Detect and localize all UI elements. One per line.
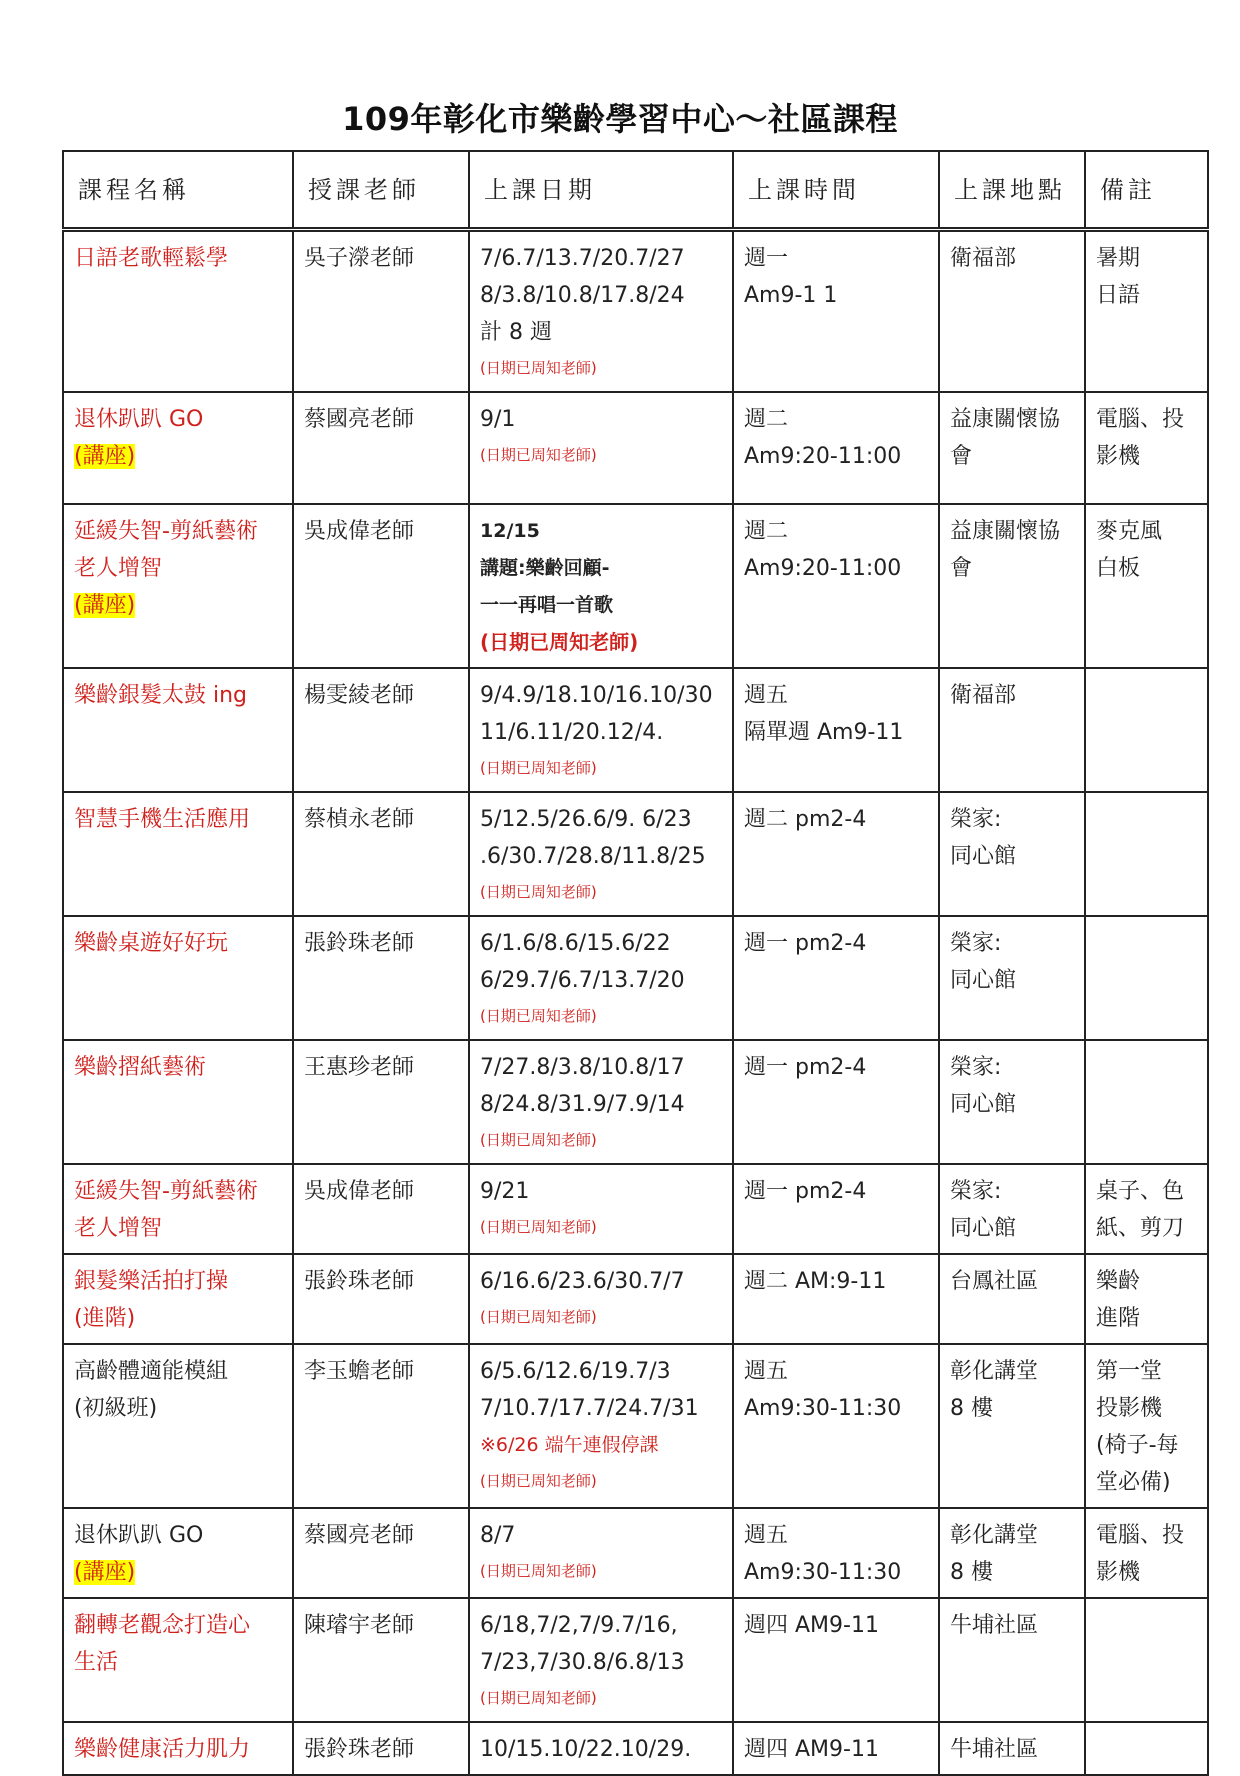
cell-line: 同心館	[950, 967, 1017, 993]
cell-line: 老人增智	[74, 555, 163, 581]
cell-line: 白板	[1096, 555, 1141, 581]
lecture-tag-highlight: (講座)	[74, 1559, 136, 1585]
notice-text: (日期已周知老師)	[480, 629, 639, 654]
cell-line: 同心館	[950, 843, 1017, 869]
lecture-tag-highlight: (講座)	[74, 592, 136, 618]
cell-time	[733, 916, 939, 1040]
cell-line: 桌子、色	[1096, 1178, 1185, 1204]
cell-line: 12/15	[480, 519, 540, 542]
notice-text: (日期已周知老師)	[480, 445, 597, 464]
cell-time	[733, 504, 939, 668]
lecture-tag	[74, 438, 284, 475]
cell-line: 衛福部	[950, 682, 1017, 708]
cell-teacher: 吳成偉老師	[293, 1164, 469, 1254]
cell-line: 高齡體適能模組	[74, 1358, 229, 1384]
holiday-note: ※6/26 端午連假停課	[480, 1433, 659, 1456]
cell-teacher: 李玉蟾老師	[293, 1344, 469, 1508]
table-row	[63, 1164, 1208, 1254]
cell-line: 講題:樂齡回顧-	[480, 556, 610, 579]
cell-course-name	[63, 668, 293, 792]
cell-course-name	[63, 916, 293, 1040]
cell-remarks	[1085, 504, 1208, 668]
cell-line: 計 8 週	[480, 319, 552, 345]
cell-line: 樂齡銀髮太鼓 ing	[74, 682, 248, 708]
cell-time	[733, 1508, 939, 1598]
cell-time	[733, 1598, 939, 1722]
table-row	[63, 504, 1208, 668]
cell-remarks	[1085, 668, 1208, 792]
notice-text: (日期已周知老師)	[480, 882, 597, 901]
cell-line: 第一堂	[1096, 1358, 1163, 1384]
header-course-name: 課程名稱	[63, 151, 293, 229]
cell-line: 隔單週 Am9-11	[744, 719, 904, 745]
cell-remarks	[1085, 1254, 1208, 1344]
cell-line: 週二 pm2-4	[744, 806, 867, 832]
cell-line: 衛福部	[950, 245, 1017, 271]
cell-line: 週五	[744, 1358, 789, 1384]
page-title: 109年彰化市樂齡學習中心～社區課程	[342, 100, 898, 138]
cell-line: (椅子-每	[1096, 1432, 1179, 1458]
cell-line: 6/1.6/8.6/15.6/22	[480, 930, 671, 956]
cell-line: Am9:20-11:00	[744, 443, 902, 469]
cell-line: 10/15.10/22.10/29.	[480, 1736, 692, 1762]
cell-course-name	[63, 1254, 293, 1344]
cell-dates	[469, 392, 733, 504]
cell-line: 生活	[74, 1649, 119, 1675]
cell-remarks	[1085, 1722, 1208, 1775]
cell-line: 銀髮樂活拍打操	[74, 1268, 229, 1294]
cell-line: 週一 pm2-4	[744, 930, 867, 956]
cell-line: 6/18,7/2,7/9.7/16,	[480, 1612, 678, 1638]
cell-teacher: 陳璿宇老師	[293, 1598, 469, 1722]
cell-line: 6/5.6/12.6/19.7/3	[480, 1358, 671, 1384]
cell-dates	[469, 1040, 733, 1164]
cell-line: 延緩失智-剪紙藝術	[74, 1178, 258, 1204]
notice-text: (日期已周知老師)	[480, 758, 597, 777]
cell-line: 電腦、投	[1096, 406, 1185, 432]
cell-line: 日語	[1096, 282, 1141, 308]
cell-location	[939, 504, 1085, 668]
cell-remarks	[1085, 392, 1208, 504]
cell-line: 週一	[744, 245, 789, 271]
notice-text: (日期已周知老師)	[480, 1561, 597, 1580]
cell-line: 樂齡摺紙藝術	[74, 1054, 207, 1080]
cell-dates	[469, 1598, 733, 1722]
cell-line: 牛埔社區	[950, 1612, 1039, 1638]
cell-line: (進階)	[74, 1305, 136, 1331]
cell-location	[939, 392, 1085, 504]
lecture-tag-highlight: (講座)	[74, 443, 136, 469]
cell-time	[733, 668, 939, 792]
cell-time	[733, 1254, 939, 1344]
cell-line: 同心館	[950, 1091, 1017, 1117]
cell-line: 影機	[1096, 443, 1141, 469]
table-row	[63, 1344, 1208, 1508]
cell-line: 9/21	[480, 1178, 530, 1204]
header-teacher: 授課老師	[293, 151, 469, 229]
cell-teacher: 楊雯綾老師	[293, 668, 469, 792]
cell-line: 6/16.6/23.6/30.7/7	[480, 1268, 685, 1294]
cell-time	[733, 1344, 939, 1508]
cell-line: 7/10.7/17.7/24.7/31	[480, 1395, 699, 1421]
cell-remarks	[1085, 229, 1208, 392]
cell-dates	[469, 668, 733, 792]
cell-dates	[469, 1344, 733, 1508]
cell-location	[939, 792, 1085, 916]
cell-course-name	[63, 1344, 293, 1508]
cell-line: 榮家:	[950, 1178, 1002, 1204]
table-row	[63, 916, 1208, 1040]
table-row	[63, 1254, 1208, 1344]
notice-text: (日期已周知老師)	[480, 1130, 597, 1149]
cell-location	[939, 1344, 1085, 1508]
cell-line: Am9:20-11:00	[744, 555, 902, 581]
cell-line: 進階	[1096, 1305, 1141, 1331]
cell-line: 老人增智	[74, 1215, 163, 1241]
cell-line: 電腦、投	[1096, 1522, 1185, 1548]
cell-teacher: 吳成偉老師	[293, 504, 469, 668]
cell-line: 會	[950, 443, 973, 469]
header-remarks: 備註	[1085, 151, 1208, 229]
cell-line: 8 樓	[950, 1559, 993, 1585]
cell-line: 樂齡	[1096, 1268, 1141, 1294]
cell-dates	[469, 1722, 733, 1775]
cell-line: 紙、剪刀	[1096, 1215, 1185, 1241]
cell-line: 週四 AM9-11	[744, 1612, 879, 1638]
cell-location	[939, 1254, 1085, 1344]
cell-location	[939, 916, 1085, 1040]
table-row	[63, 1508, 1208, 1598]
cell-course-name	[63, 1040, 293, 1164]
cell-time	[733, 792, 939, 916]
cell-remarks	[1085, 916, 1208, 1040]
cell-line: 週五	[744, 682, 789, 708]
cell-line: 週四 AM9-11	[744, 1736, 879, 1762]
cell-remarks	[1085, 792, 1208, 916]
cell-course-name	[63, 1722, 293, 1775]
cell-teacher: 蔡楨永老師	[293, 792, 469, 916]
cell-remarks	[1085, 1164, 1208, 1254]
cell-line: 日語老歌輕鬆學	[74, 245, 229, 271]
table-row	[63, 1598, 1208, 1722]
cell-teacher: 張鈴珠老師	[293, 916, 469, 1040]
cell-course-name	[63, 392, 293, 504]
cell-line: 8/3.8/10.8/17.8/24	[480, 282, 685, 308]
header-date: 上課日期	[469, 151, 733, 229]
table-body	[63, 229, 1208, 1775]
cell-teacher: 蔡國亮老師	[293, 392, 469, 504]
notice-text: (日期已周知老師)	[480, 1471, 597, 1490]
cell-time	[733, 1164, 939, 1254]
cell-teacher: 張鈴珠老師	[293, 1722, 469, 1775]
cell-course-name	[63, 1164, 293, 1254]
cell-line: Am9:30-11:30	[744, 1395, 902, 1421]
cell-line: 彰化講堂	[950, 1358, 1039, 1384]
cell-remarks	[1085, 1598, 1208, 1722]
cell-line: 榮家:	[950, 806, 1002, 832]
cell-location	[939, 1598, 1085, 1722]
cell-time	[733, 1722, 939, 1775]
cell-line: 7/27.8/3.8/10.8/17	[480, 1054, 685, 1080]
cell-teacher: 蔡國亮老師	[293, 1508, 469, 1598]
cell-line: 麥克風	[1096, 518, 1163, 544]
cell-line: 退休趴趴 GO	[74, 1522, 204, 1548]
cell-remarks	[1085, 1040, 1208, 1164]
cell-line: 牛埔社區	[950, 1736, 1039, 1762]
cell-dates	[469, 504, 733, 668]
cell-line: 台鳳社區	[950, 1268, 1039, 1294]
table-row	[63, 392, 1208, 504]
cell-line: 堂必備)	[1096, 1469, 1171, 1495]
cell-line: 退休趴趴 GO	[74, 406, 204, 432]
cell-line: 樂齡健康活力肌力	[74, 1736, 251, 1762]
notice-text: (日期已周知老師)	[480, 1217, 597, 1236]
cell-line: 8 樓	[950, 1395, 993, 1421]
cell-line: 益康關懷協	[950, 406, 1061, 432]
cell-line: 週五	[744, 1522, 789, 1548]
cell-teacher: 吳子濴老師	[293, 229, 469, 392]
cell-line: 益康關懷協	[950, 518, 1061, 544]
cell-line: 週二	[744, 518, 789, 544]
cell-course-name	[63, 792, 293, 916]
table-row	[63, 792, 1208, 916]
cell-line: 一一再唱一首歌	[480, 593, 614, 616]
table-row	[63, 229, 1208, 392]
cell-dates	[469, 1254, 733, 1344]
cell-dates	[469, 916, 733, 1040]
notice-text: (日期已周知老師)	[480, 1688, 597, 1707]
cell-line: 智慧手機生活應用	[74, 806, 251, 832]
notice-text: (日期已周知老師)	[480, 358, 597, 377]
cell-line: 11/6.11/20.12/4.	[480, 719, 664, 745]
cell-line: 7/23,7/30.8/6.8/13	[480, 1649, 685, 1675]
cell-line: 樂齡桌遊好好玩	[74, 930, 229, 956]
cell-course-name	[63, 1598, 293, 1722]
cell-location	[939, 1722, 1085, 1775]
cell-location	[939, 1508, 1085, 1598]
lecture-tag	[74, 587, 284, 624]
cell-line: 延緩失智-剪紙藝術	[74, 518, 258, 544]
cell-course-name	[63, 1508, 293, 1598]
header-location: 上課地點	[939, 151, 1085, 229]
cell-line: 暑期	[1096, 245, 1141, 271]
table-row	[63, 1040, 1208, 1164]
cell-line: 翻轉老觀念打造心	[74, 1612, 251, 1638]
notice-text: (日期已周知老師)	[480, 1006, 597, 1025]
cell-line: 8/24.8/31.9/7.9/14	[480, 1091, 685, 1117]
cell-line: Am9-1 1	[744, 282, 838, 308]
course-schedule-table	[62, 150, 1209, 1776]
cell-location	[939, 229, 1085, 392]
cell-line: 同心館	[950, 1215, 1017, 1241]
cell-line: 8/7	[480, 1522, 516, 1548]
table-row	[63, 668, 1208, 792]
cell-course-name	[63, 504, 293, 668]
cell-teacher: 王惠珍老師	[293, 1040, 469, 1164]
cell-dates	[469, 1164, 733, 1254]
cell-dates	[469, 229, 733, 392]
cell-line: 榮家:	[950, 1054, 1002, 1080]
table-header-row	[63, 151, 1208, 229]
cell-line: (初級班)	[74, 1395, 158, 1421]
cell-line: 9/4.9/18.10/16.10/30	[480, 682, 713, 708]
cell-remarks	[1085, 1344, 1208, 1508]
cell-teacher: 張鈴珠老師	[293, 1254, 469, 1344]
cell-line: 影機	[1096, 1559, 1141, 1585]
table-row	[63, 1722, 1208, 1775]
cell-time	[733, 1040, 939, 1164]
cell-remarks	[1085, 1508, 1208, 1598]
cell-line: 9/1	[480, 406, 516, 432]
cell-time	[733, 229, 939, 392]
cell-line: 週二	[744, 406, 789, 432]
cell-location	[939, 668, 1085, 792]
cell-line: 6/29.7/6.7/13.7/20	[480, 967, 685, 993]
cell-line: 會	[950, 555, 973, 581]
cell-line: 7/6.7/13.7/20.7/27	[480, 245, 685, 271]
cell-line: 週一 pm2-4	[744, 1178, 867, 1204]
cell-line: 週一 pm2-4	[744, 1054, 867, 1080]
cell-line: 週二 AM:9-11	[744, 1268, 887, 1294]
cell-line: 投影機	[1096, 1395, 1163, 1421]
cell-dates	[469, 1508, 733, 1598]
cell-line: Am9:30-11:30	[744, 1559, 902, 1585]
header-time: 上課時間	[733, 151, 939, 229]
cell-time	[733, 392, 939, 504]
cell-line: 彰化講堂	[950, 1522, 1039, 1548]
cell-location	[939, 1040, 1085, 1164]
cell-line: .6/30.7/28.8/11.8/25	[480, 843, 706, 869]
cell-line: 榮家:	[950, 930, 1002, 956]
cell-line: 5/12.5/26.6/9. 6/23	[480, 806, 692, 832]
notice-text: (日期已周知老師)	[480, 1307, 597, 1326]
cell-location	[939, 1164, 1085, 1254]
cell-course-name	[63, 229, 293, 392]
cell-dates	[469, 792, 733, 916]
lecture-tag	[74, 1554, 284, 1591]
